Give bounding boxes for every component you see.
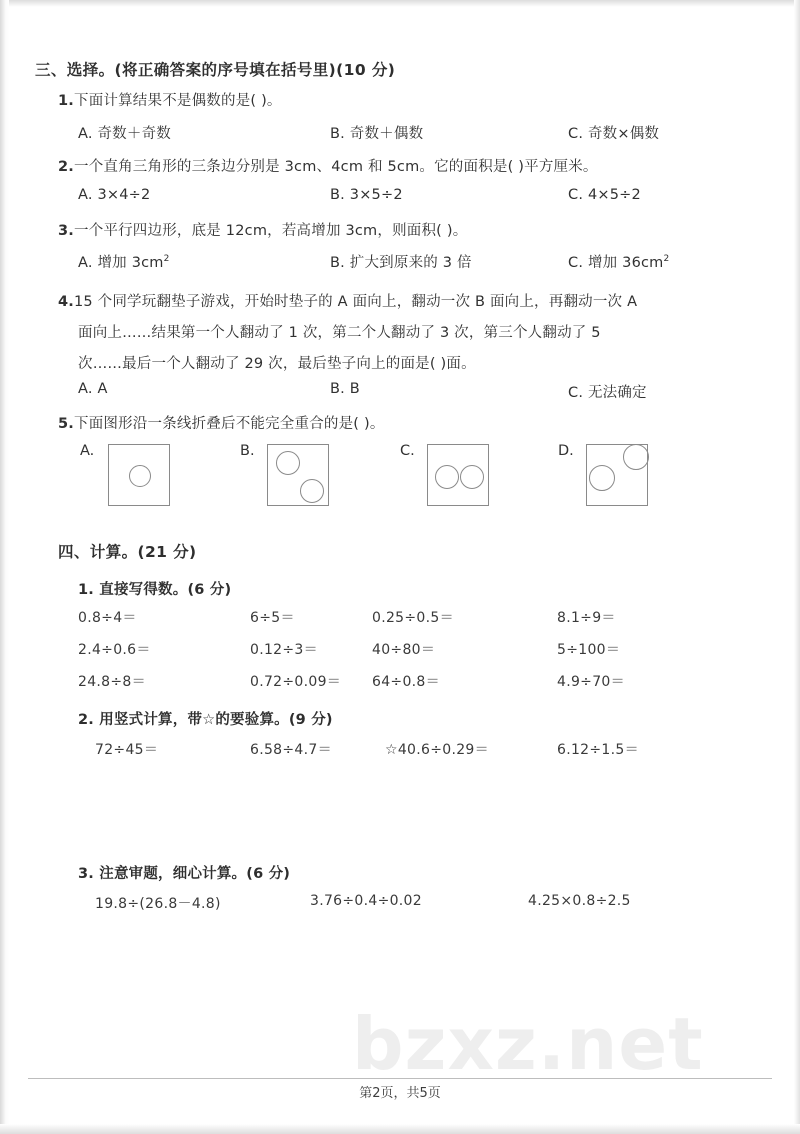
section-four-part1-heading: 1. 直接写得数。(6 分) <box>78 582 232 598</box>
question-4-stem-line-1 <box>58 290 637 311</box>
section-four-heading: 四、计算。(21 分) <box>58 543 197 561</box>
figure-d-circle-2 <box>589 465 615 491</box>
work-space-area <box>78 765 718 855</box>
figure-c-circle-2 <box>460 465 484 489</box>
question-4-stem-line-2: 面向上……结果第一个人翻动了 1 次，第二个人翻动了 3 次，第三个人翻动了 5 <box>78 325 601 341</box>
figure-c-square <box>427 444 489 506</box>
question-3-option-b[interactable]: B. 扩大到原来的 3 倍 <box>330 255 472 271</box>
figure-d-square <box>586 444 648 506</box>
question-1-text: 下面计算结果不是偶数的是( )。 <box>74 93 282 109</box>
calc-expr-2: 3.76÷0.4÷0.02 <box>310 893 422 909</box>
expr-r3c1: 24.8÷8＝ <box>78 674 146 690</box>
question-2-text: 一个直角三角形的三条边分别是 3cm、4cm 和 5cm。它的面积是( )平方厘米。 <box>74 159 598 175</box>
question-3-stem <box>58 219 467 240</box>
scan-edge-right <box>794 0 800 1134</box>
vertical-expr-1: 72÷45＝ <box>95 742 159 758</box>
expr-r1c2: 6÷5＝ <box>250 610 295 626</box>
figure-d-label: D. <box>558 443 574 459</box>
question-5-text: 下面图形沿一条线折叠后不能完全重合的是( )。 <box>74 416 385 432</box>
question-4-option-a[interactable]: A. A <box>78 381 108 397</box>
question-4-stem-line-3: 次……最后一个人翻动了 29 次，最后垫子向上的面是( )面。 <box>78 356 476 372</box>
figure-d-circle-1 <box>623 444 649 470</box>
figure-a-label: A. <box>80 443 95 459</box>
question-1-option-a[interactable]: A. 奇数＋奇数 <box>78 126 171 142</box>
figure-c-circle-1 <box>435 465 459 489</box>
figure-b-circle-2 <box>300 479 324 503</box>
expr-r3c3: 64÷0.8＝ <box>372 674 440 690</box>
question-2-option-b[interactable]: B. 3×5÷2 <box>330 187 403 203</box>
figure-b-label: B. <box>240 443 255 459</box>
vertical-expr-2: 6.58÷4.7＝ <box>250 742 332 758</box>
question-2-option-c[interactable]: C. 4×5÷2 <box>568 187 641 203</box>
question-2-number: 2. <box>58 159 74 175</box>
section-four-part2-heading: 2. 用竖式计算，带☆的要验算。(9 分) <box>78 712 333 728</box>
expr-r2c1: 2.4÷0.6＝ <box>78 642 151 658</box>
expr-r2c4: 5÷100＝ <box>557 642 621 658</box>
calc-expr-1: 19.8÷(26.8－4.8) <box>95 896 221 912</box>
section-three-heading: 三、选择。(将正确答案的序号填在括号里)(10 分) <box>35 61 396 79</box>
scan-edge-left <box>0 0 9 1134</box>
scan-edge-top <box>0 0 800 7</box>
expr-r3c4: 4.9÷70＝ <box>557 674 625 690</box>
question-2-option-a[interactable]: A. 3×4÷2 <box>78 187 151 203</box>
question-3-text: 一个平行四边形，底是 12cm，若高增加 3cm，则面积( )。 <box>74 223 468 239</box>
vertical-expr-4: 6.12÷1.5＝ <box>557 742 639 758</box>
expr-r1c1: 0.8÷4＝ <box>78 610 137 626</box>
figure-c-label: C. <box>400 443 415 459</box>
section-four-part3-heading: 3. 注意审题，细心计算。(6 分) <box>78 866 291 882</box>
expr-r2c3: 40÷80＝ <box>372 642 436 658</box>
question-4-option-c[interactable]: C. 无法确定 <box>568 385 647 401</box>
question-1-number: 1. <box>58 93 74 109</box>
expr-r1c3: 0.25÷0.5＝ <box>372 610 454 626</box>
scan-edge-bottom <box>0 1124 800 1134</box>
expr-r1c4: 8.1÷9＝ <box>557 610 616 626</box>
expr-r3c2: 0.72÷0.09＝ <box>250 674 342 690</box>
watermark: bzxz.net <box>352 1002 704 1086</box>
figure-a-square <box>108 444 170 506</box>
question-5-number: 5. <box>58 416 74 432</box>
question-3-option-c[interactable]: C. 增加 $36cm^2$ <box>568 254 670 271</box>
question-4-number: 4. <box>58 294 74 310</box>
figure-b-circle-1 <box>276 451 300 475</box>
figure-b-square <box>267 444 329 506</box>
vertical-expr-3: ☆40.6÷0.29＝ <box>385 742 489 758</box>
page-footer: 第2页，共5页 <box>359 1086 441 1101</box>
question-2-stem <box>58 155 598 176</box>
calc-expr-3: 4.25×0.8÷2.5 <box>528 893 631 909</box>
question-4-text-1: 15 个同学玩翻垫子游戏，开始时垫子的 A 面向上，翻动一次 B 面向上，再翻动一次 A <box>74 294 638 310</box>
question-1-option-b[interactable]: B. 奇数＋偶数 <box>330 126 424 142</box>
question-3-number: 3. <box>58 223 74 239</box>
figure-a-circle-1 <box>129 465 151 487</box>
expr-r2c2: 0.12÷3＝ <box>250 642 318 658</box>
question-1-option-c[interactable]: C. 奇数×偶数 <box>568 126 660 142</box>
question-1-stem <box>58 89 282 110</box>
question-4-option-b[interactable]: B. B <box>330 381 360 397</box>
question-5-stem <box>58 412 385 433</box>
question-3-option-a[interactable]: A. 增加 $3cm^2$ <box>78 254 170 271</box>
